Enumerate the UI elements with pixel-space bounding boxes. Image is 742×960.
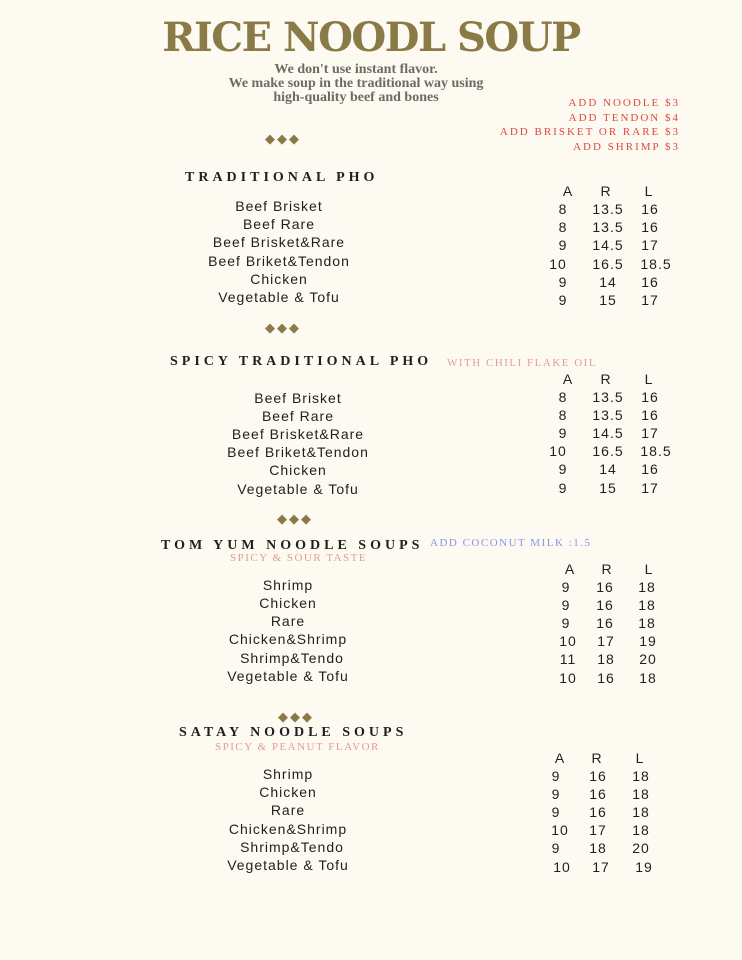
diamond-divider-icon: ◆◆◆ — [265, 131, 301, 146]
section-note: SPICY & SOUR TASTE — [230, 552, 368, 564]
diamond-divider-icon: ◆◆◆ — [265, 320, 301, 335]
price-cell: 9 — [558, 237, 568, 253]
price-cell: 19 — [635, 859, 653, 875]
section-title: SPICY TRADITIONAL PHO — [170, 354, 433, 369]
menu-item-name: Shrimp — [262, 577, 314, 593]
price-cell: 18 — [597, 651, 615, 667]
price-cell: 8 — [558, 407, 568, 423]
price-cell: 16.5 — [592, 443, 624, 459]
price-cell: 13.5 — [592, 389, 624, 405]
price-cell: 16.5 — [592, 256, 624, 272]
size-header: L — [644, 371, 654, 387]
subtitle-line: We don't use instant flavor. — [274, 62, 438, 77]
size-header: L — [635, 750, 645, 766]
size-header: L — [644, 561, 654, 577]
price-cell: 10 — [559, 670, 577, 686]
price-cell: 10 — [551, 822, 569, 838]
price-cell: 14 — [599, 461, 617, 477]
price-cell: 8 — [558, 219, 568, 235]
size-header: R — [600, 183, 612, 199]
price-cell: 8 — [558, 201, 568, 217]
price-cell: 10 — [553, 859, 571, 875]
size-header: A — [562, 183, 574, 199]
menu-item-name: Chicken — [269, 462, 327, 478]
menu-item-name: Chicken — [250, 271, 308, 287]
price-cell: 16 — [641, 201, 659, 217]
price-cell: 15 — [599, 292, 617, 308]
price-cell: 9 — [558, 480, 568, 496]
price-cell: 18 — [638, 615, 656, 631]
section-title: TOM YUM NOODLE SOUPS — [161, 538, 424, 553]
price-cell: 13.5 — [592, 201, 624, 217]
price-cell: 9 — [558, 292, 568, 308]
price-cell: 14 — [599, 274, 617, 290]
menu-item-name: Shrimp&Tendo — [240, 650, 344, 666]
price-cell: 16 — [641, 407, 659, 423]
addon-brisket-rare: ADD BRISKET OR RARE $3 — [499, 126, 680, 138]
menu-item-name: Vegetable & Tofu — [218, 289, 340, 305]
price-cell: 9 — [551, 804, 561, 820]
menu-item-name: Beef Briket&Tendon — [208, 253, 350, 269]
size-header: R — [600, 371, 612, 387]
price-cell: 14.5 — [592, 237, 624, 253]
price-cell: 18 — [632, 804, 650, 820]
price-cell: 10 — [559, 633, 577, 649]
addon-shrimp: ADD SHRIMP $3 — [573, 140, 680, 153]
price-cell: 18 — [632, 786, 650, 802]
addons-list — [500, 96, 680, 154]
diamond-divider-icon: ◆◆◆ — [278, 709, 314, 724]
price-cell: 9 — [561, 597, 571, 613]
size-header: A — [564, 561, 576, 577]
menu-item-name: Chicken — [259, 595, 317, 611]
section-title: SATAY NOODLE SOUPS — [179, 725, 408, 740]
price-cell: 16 — [641, 461, 659, 477]
price-cell: 16 — [641, 219, 659, 235]
price-cell: 10 — [549, 443, 567, 459]
price-cell: 9 — [558, 274, 568, 290]
size-header: L — [644, 183, 654, 199]
price-cell: 9 — [558, 461, 568, 477]
price-cell: 10 — [549, 256, 567, 272]
price-cell: 9 — [561, 615, 571, 631]
price-cell: 20 — [639, 651, 657, 667]
price-cell: 18 — [632, 822, 650, 838]
price-cell: 18 — [639, 670, 657, 686]
price-cell: 17 — [641, 292, 659, 308]
menu-item-name: Beef Briket&Tendon — [227, 444, 369, 460]
menu-item-name: Chicken — [259, 784, 317, 800]
price-cell: 16 — [596, 579, 614, 595]
section-note: SPICY & PEANUT FLAVOR — [215, 741, 380, 753]
price-cell: 8 — [558, 389, 568, 405]
price-cell: 11 — [559, 651, 577, 667]
menu-item-name: Beef Brisket — [254, 390, 342, 406]
price-cell: 17 — [641, 480, 659, 496]
price-cell: 16 — [589, 786, 607, 802]
price-cell: 17 — [641, 425, 659, 441]
menu-item-name: Beef Rare — [261, 408, 335, 424]
menu-title: RICE NOODL SOUP — [162, 14, 580, 61]
price-cell: 17 — [641, 237, 659, 253]
menu-item-name: Shrimp&Tendo — [240, 839, 344, 855]
addon-tendon: ADD TENDON $4 — [568, 111, 680, 124]
size-header: A — [562, 371, 574, 387]
menu-item-name: Vegetable & Tofu — [227, 668, 349, 684]
price-cell: 16 — [589, 804, 607, 820]
menu-item-name: Beef Brisket&Rare — [212, 234, 346, 250]
subtitle-line: We make soup in the traditional way using — [228, 76, 484, 91]
menu-item-name: Rare — [270, 802, 306, 818]
addon-noodle: ADD NOODLE $3 — [568, 97, 680, 109]
section-extra-note: ADD COCONUT MILK :1.5 — [430, 537, 592, 549]
price-cell: 13.5 — [592, 219, 624, 235]
menu-item-name: Chicken&Shrimp — [228, 631, 348, 647]
price-cell: 18 — [632, 768, 650, 784]
menu-item-name: Chicken&Shrimp — [228, 821, 348, 837]
menu-item-name: Vegetable & Tofu — [227, 857, 349, 873]
price-cell: 16 — [641, 274, 659, 290]
size-header: R — [591, 750, 603, 766]
menu-item-name: Beef Brisket — [235, 198, 323, 214]
menu-item-name: Vegetable & Tofu — [237, 481, 359, 497]
price-cell: 15 — [599, 480, 617, 496]
price-cell: 9 — [561, 579, 571, 595]
price-cell: 20 — [632, 840, 650, 856]
price-cell: 9 — [551, 768, 561, 784]
price-cell: 16 — [641, 389, 659, 405]
diamond-divider-icon: ◆◆◆ — [277, 511, 313, 526]
size-header: R — [601, 561, 613, 577]
price-cell: 9 — [558, 425, 568, 441]
price-cell: 16 — [596, 615, 614, 631]
menu-item-name: Shrimp — [262, 766, 314, 782]
price-cell: 9 — [551, 786, 561, 802]
menu-item-name: Rare — [270, 613, 306, 629]
price-cell: 16 — [589, 768, 607, 784]
section-title: TRADITIONAL PHO — [185, 170, 379, 185]
size-header: A — [554, 750, 566, 766]
price-cell: 9 — [551, 840, 561, 856]
price-cell: 18 — [589, 840, 607, 856]
price-cell: 18.5 — [640, 443, 672, 459]
subtitle-line: high-quality beef and bones — [273, 90, 439, 105]
price-cell: 17 — [597, 633, 615, 649]
price-cell: 17 — [592, 859, 610, 875]
price-cell: 16 — [596, 597, 614, 613]
price-cell: 18 — [638, 579, 656, 595]
price-cell: 17 — [589, 822, 607, 838]
price-cell: 18 — [638, 597, 656, 613]
menu-item-name: Beef Brisket&Rare — [231, 426, 365, 442]
menu-item-name: Beef Rare — [242, 216, 316, 232]
price-cell: 16 — [597, 670, 615, 686]
menu-subtitle — [200, 63, 512, 105]
price-cell: 19 — [639, 633, 657, 649]
price-cell: 18.5 — [640, 256, 672, 272]
price-cell: 13.5 — [592, 407, 624, 423]
section-note: WITH CHILI FLAKE OIL — [447, 357, 598, 369]
price-cell: 14.5 — [592, 425, 624, 441]
